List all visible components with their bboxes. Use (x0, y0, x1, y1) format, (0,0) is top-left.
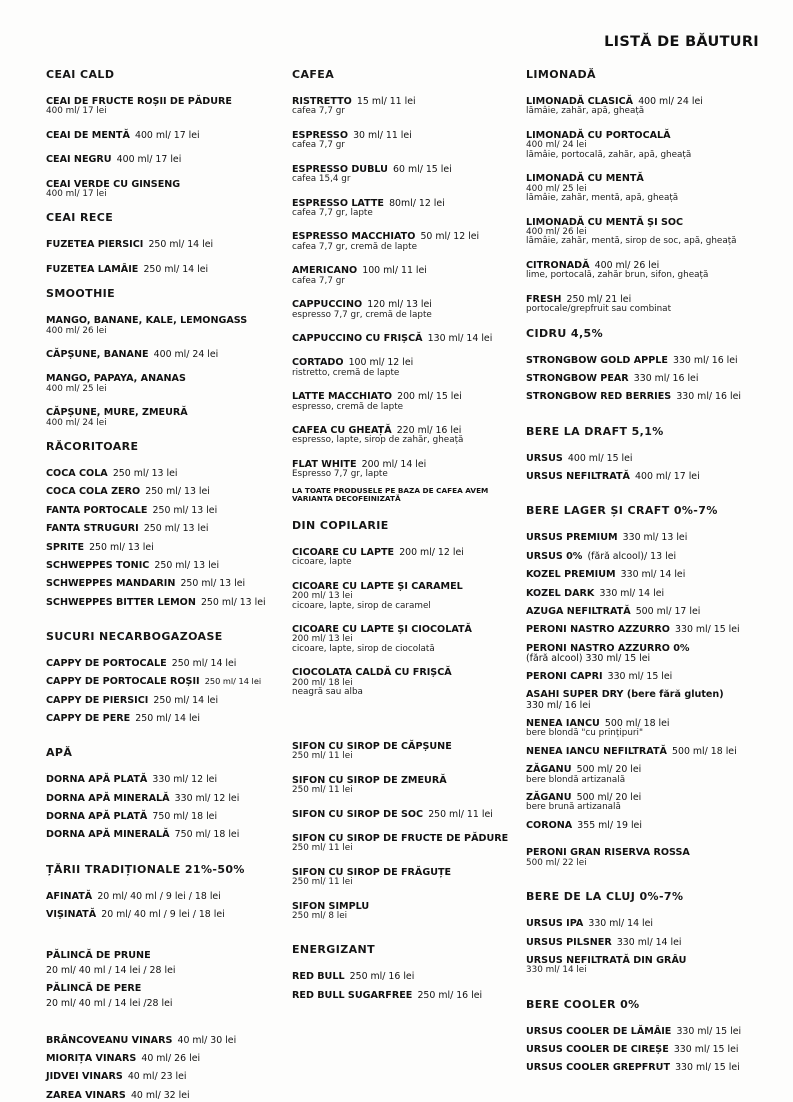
menu-item: CITRONADĂ 400 ml/ 26 lei lime, portocală, zahăr brun, sifon, gheață (526, 259, 709, 281)
menu-item: URSUS COOLER DE LĂMÂIE 330 ml/ 15 lei (526, 1025, 742, 1037)
menu-item: CEAI NEGRU 400 ml/ 17 lei (46, 154, 182, 166)
menu-item: URSUS NEFILTRATĂ DIN GRÂU 330 ml/ 14 lei (526, 954, 687, 976)
section-header-apa: APĂ (46, 746, 73, 760)
menu-item: CAFEA CU GHEAȚĂ 220 ml/ 16 lei espresso, lapte, sirop de zahăr, gheață (292, 425, 464, 446)
menu-item: MANGO, PAPAYA, ANANAS 400 ml/ 25 lei (46, 373, 186, 394)
menu-item: ESPRESSO LATTE 80ml/ 12 lei cafea 7,7 gr, lapte (292, 197, 445, 218)
menu-item: FANTA STRUGURI 250 ml/ 13 lei (46, 523, 209, 535)
menu-item: DORNA APĂ MINERALĂ 330 ml/ 12 lei (46, 792, 240, 804)
menu-item: FUZETEA PIERSICI 250 ml/ 14 lei (46, 239, 214, 251)
menu-item: CORONA 355 ml/ 19 lei (526, 819, 642, 831)
menu-item: SIFON CU SIROP DE SOC 250 ml/ 11 lei (292, 808, 493, 820)
section-header-cluj: BERE DE LA CLUJ 0%-7% (526, 890, 684, 904)
section-header-racoritoare: RĂCORITOARE (46, 440, 139, 454)
menu-item: SCHWEPPES TONIC 250 ml/ 13 lei (46, 559, 220, 571)
menu-item: CAPPY DE PIERSICI 250 ml/ 14 lei (46, 694, 219, 706)
menu-item: LATTE MACCHIATO 200 ml/ 15 lei espresso, cremă de lapte (292, 391, 462, 412)
menu-item: NENEA IANCU 500 ml/ 18 lei bere blondă "cu prințipuri" (526, 718, 670, 739)
menu-item: CĂPȘUNE, MURE, ZMEURĂ 400 ml/ 24 lei (46, 407, 188, 428)
menu-item: STRONGBOW GOLD APPLE 330 ml/ 16 lei (526, 354, 738, 366)
menu-item: CAPPUCCINO 120 ml/ 13 lei espresso 7,7 gr, cremă de lapte (292, 299, 432, 320)
section-header-draft: BERE LA DRAFT 5,1% (526, 424, 664, 438)
menu-item: ZĂGANU 500 ml/ 20 lei bere brună artizanală (526, 792, 642, 813)
section-header-tarii: ȚĂRII TRADIȚIONALE 21%-50% (46, 862, 245, 876)
menu-item: LIMONADĂ CU MENTĂ 400 ml/ 25 lei lămâie, zahăr, mentă, apă, gheață (526, 173, 679, 204)
menu-item: COCA COLA 250 ml/ 13 lei (46, 468, 178, 480)
column-2 (292, 68, 518, 1002)
menu-item: SIFON CU SIROP DE FRĂGUȚE 250 ml/ 11 lei (292, 866, 452, 888)
menu-item: CEAI DE FRUCTE ROȘII DE PĂDURE 400 ml/ 17 lei (46, 96, 232, 117)
menu-item: ZĂGANU 500 ml/ 20 lei bere blondă artizanală (526, 764, 642, 785)
menu-item: CICOARE CU LAPTE ȘI CIOCOLATĂ 200 ml/ 13 lei cicoare, lapte, sirop de ciocolată (292, 624, 472, 654)
menu-item: CAPPY DE PORTOCALE ROȘII 250 ml/ 14 lei (46, 676, 262, 688)
menu-item: KOZEL PREMIUM 330 ml/ 14 lei (526, 569, 686, 581)
section-header-cidru: CIDRU 4,5% (526, 326, 604, 340)
menu-item: NENEA IANCU NEFILTRATĂ 500 ml/ 18 lei (526, 745, 737, 757)
menu-item: CAPPY DE PERE 250 ml/ 14 lei (46, 713, 200, 725)
menu-item: URSUS 0% (fără alcool)/ 13 lei (526, 550, 677, 562)
menu-item: DORNA APĂ PLATĂ 330 ml/ 12 lei (46, 774, 218, 786)
menu-item: URSUS PREMIUM 330 ml/ 13 lei (526, 532, 688, 544)
section-header-cafea: CAFEA (292, 68, 335, 81)
menu-item: PERONI GRAN RISERVA ROSSA 500 ml/ 22 lei (526, 847, 690, 868)
section-header-lager: BERE LAGER ȘI CRAFT 0%-7% (526, 504, 718, 518)
menu-item: RED BULL 250 ml/ 16 lei (292, 971, 415, 983)
section-header-energizant: ENERGIZANT (292, 943, 376, 957)
section-header-ceai-cald: CEAI CALD (46, 68, 115, 81)
menu-item: AZUGA NEFILTRATĂ 500 ml/ 17 lei (526, 605, 701, 617)
menu-item: URSUS NEFILTRATĂ 400 ml/ 17 lei (526, 471, 700, 483)
menu-item: URSUS COOLER GREPFRUT 330 ml/ 15 lei (526, 1062, 740, 1074)
menu-item: PERONI NASTRO AZZURRO 330 ml/ 15 lei (526, 624, 740, 636)
menu-item: SIFON CU SIROP DE CĂPȘUNE 250 ml/ 11 lei (292, 740, 452, 762)
menu-item: URSUS IPA 330 ml/ 14 lei (526, 918, 654, 930)
menu-item: LIMONADĂ CU PORTOCALĂ 400 ml/ 24 lei lămâie, portocală, zahăr, apă, gheață (526, 129, 692, 160)
section-header-copilarie: DIN COPILARIE (292, 518, 389, 532)
section-header-sucuri: SUCURI NECARBOGAZOASE (46, 629, 223, 643)
menu-item: CĂPȘUNE, BANANE 400 ml/ 24 lei (46, 349, 219, 361)
section-header-limonada: LIMONADĂ (526, 68, 596, 81)
menu-item: CEAI DE MENTĂ 400 ml/ 17 lei (46, 129, 200, 141)
menu-item: LIMONADĂ CU MENTĂ ȘI SOC 400 ml/ 26 lei lămâie, zahăr, mentă, sirop de soc, apă, gheață (526, 216, 737, 247)
section-header-ceai-rece: CEAI RECE (46, 211, 114, 225)
column-1 (46, 68, 282, 1102)
menu-item: KOZEL DARK 330 ml/ 14 lei (526, 587, 665, 599)
menu-item: STRONGBOW RED BERRIES 330 ml/ 16 lei (526, 391, 741, 403)
menu-item: ZAREA VINARS 40 ml/ 32 lei (46, 1089, 190, 1101)
menu-item: URSUS COOLER DE CIREȘE 330 ml/ 15 lei (526, 1044, 739, 1056)
menu-item: SIFON CU SIROP DE FRUCTE DE PĂDURE 250 ml/ 11 lei (292, 832, 509, 854)
menu-item: RED BULL SUGARFREE 250 ml/ 16 lei (292, 989, 483, 1001)
menu-item: ASAHI SUPER DRY (bere fără gluten) 330 ml/ 16 lei (526, 689, 724, 711)
menu-item: FANTA PORTOCALE 250 ml/ 13 lei (46, 504, 218, 516)
menu-item: PERONI NASTRO AZZURRO 0% (fără alcool) 330 ml/ 15 lei (526, 642, 690, 664)
menu-item: AMERICANO 100 ml/ 11 lei cafea 7,7 gr (292, 265, 427, 286)
menu-item: RISTRETTO 15 ml/ 11 lei cafea 7,7 gr (292, 96, 416, 117)
menu-item: MANGO, BANANE, KALE, LEMONGASS 400 ml/ 26 lei (46, 315, 248, 336)
menu-item: CAPPY DE PORTOCALE 250 ml/ 14 lei (46, 657, 237, 669)
menu-item: JIDVEI VINARS 40 ml/ 23 lei (46, 1071, 187, 1083)
menu-item: SCHWEPPES BITTER LEMON 250 ml/ 13 lei (46, 596, 266, 608)
menu-item: CORTADO 100 ml/ 12 lei ristretto, cremă de lapte (292, 357, 414, 378)
menu-item: DORNA APĂ PLATĂ 750 ml/ 18 lei (46, 811, 218, 823)
menu-item: SIFON SIMPLU 250 ml/ 8 lei (292, 900, 370, 921)
menu-item: SIFON CU SIROP DE ZMEURĂ 250 ml/ 11 lei (292, 774, 447, 795)
section-header-cooler: BERE COOLER 0% (526, 997, 640, 1011)
menu-item: CAPPUCCINO CU FRIȘCĂ 130 ml/ 14 lei (292, 333, 493, 345)
menu-item: URSUS PILSNER 330 ml/ 14 lei (526, 936, 682, 948)
menu-item: SCHWEPPES MANDARIN 250 ml/ 13 lei (46, 578, 246, 590)
menu-item: FUZETEA LAMÂIE 250 ml/ 14 lei (46, 263, 209, 275)
menu-item: CEAI VERDE CU GINSENG 400 ml/ 17 lei (46, 178, 181, 199)
menu-item: CICOARE CU LAPTE ȘI CARAMEL 200 ml/ 13 lei cicoare, lapte, sirop de caramel (292, 580, 463, 611)
menu-item: FLAT WHITE 200 ml/ 14 lei Espresso 7,7 gr, lapte (292, 458, 427, 480)
menu-item: LIMONADĂ CLASICĂ 400 ml/ 24 lei lămâie, zahăr, apă, gheață (526, 96, 703, 117)
menu-item: SPRITE 250 ml/ 13 lei (46, 541, 154, 553)
menu-item: MIORIȚA VINARS 40 ml/ 26 lei (46, 1052, 201, 1064)
menu-item: FRESH 250 ml/ 21 lei portocale/grepfruit sau combinat (526, 293, 672, 315)
menu-item: VIȘINATĂ 20 ml/ 40 ml / 9 lei / 18 lei (46, 909, 225, 921)
menu-item: STRONGBOW PEAR 330 ml/ 16 lei (526, 373, 699, 385)
menu-item: ESPRESSO MACCHIATO 50 ml/ 12 lei cafea 7,7 gr, cremă de lapte (292, 231, 480, 252)
menu-item: PERONI CAPRI 330 ml/ 15 lei (526, 671, 673, 683)
menu-item: ESPRESSO 30 ml/ 11 lei cafea 7,7 gr (292, 129, 412, 151)
menu-item: URSUS 400 ml/ 15 lei (526, 452, 633, 464)
page-title: LISTĂ DE BĂUTURI (604, 34, 759, 50)
menu-item: ESPRESSO DUBLU 60 ml/ 15 lei cafea 15,4 gr (292, 163, 452, 185)
menu-item: AFINATĂ 20 ml/ 40 ml / 9 lei / 18 lei (46, 890, 221, 902)
menu-item: COCA COLA ZERO 250 ml/ 13 lei (46, 486, 210, 498)
menu-item: DORNA APĂ MINERALĂ 750 ml/ 18 lei (46, 829, 240, 841)
section-header-smoothie: SMOOTHIE (46, 287, 116, 301)
menu-item: BRÂNCOVEANU VINARS 40 ml/ 30 lei (46, 1034, 237, 1046)
menu-item: PĂLINCĂ DE PRUNE 20 ml/ 40 ml / 14 lei / 28 lei (46, 949, 176, 976)
column-3 (526, 68, 780, 1075)
menu-item: CIOCOLATA CALDĂ CU FRIȘCĂ 200 ml/ 18 lei neagră sau alba (292, 667, 452, 698)
menu-item: PĂLINCĂ DE PERE 20 ml/ 40 ml / 14 lei /28 lei (46, 983, 173, 1010)
decaf-note: LA TOATE PRODUSELE PE BAZA DE CAFEA AVEM VARIANTA DECOFEINIZATĂ (292, 485, 489, 503)
menu-item: CICOARE CU LAPTE 200 ml/ 12 lei cicoare, lapte (292, 546, 464, 568)
